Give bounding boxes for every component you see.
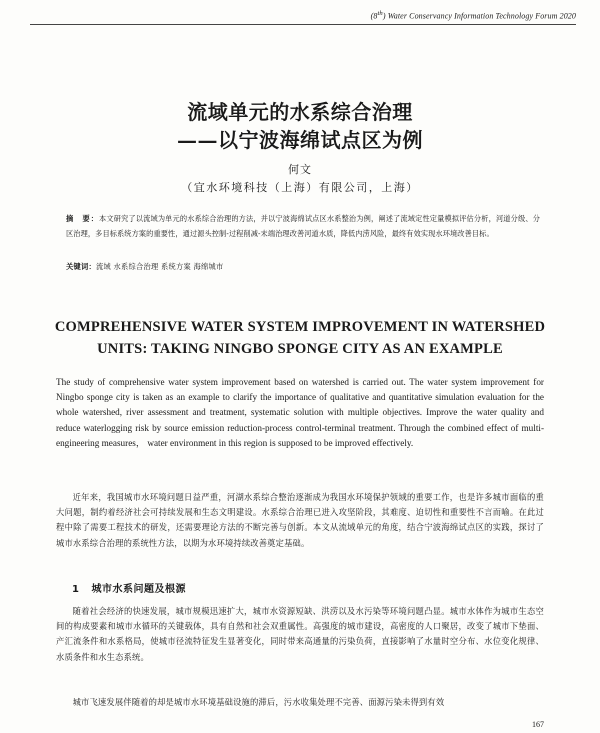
section1-paragraph1: 随着社会经济的快速发展，城市规模迅速扩大，城市水资源短缺、洪涝以及水污染等环境问题凸显。城市水体作为城市生态空间的构成要素和城市水循环的关键载体，具有自然和社会双重属性。高强度的城市建设，高密度的人口聚居，改变了城市下垫面、产汇流条件和水系格局，使城市径流特征发生显著变化，同时带来高通量的污染负荷，直接影响了水量时空分布、水位变化规律、水质条件和水生态系统。 <box>56 606 544 662</box>
chinese-title-line1: 流域单元的水系综合治理 <box>187 100 413 124</box>
english-title-line2: UNITS: TAKING NINGBO SPONGE CITY AS AN EXAMPLE <box>97 341 503 357</box>
section-title: 城市水系问题及根源 <box>91 584 186 595</box>
chinese-keywords <box>66 262 540 272</box>
chinese-abstract <box>66 212 540 241</box>
running-header-superscript: th <box>377 10 383 17</box>
section-heading <box>72 580 186 595</box>
english-title-line1: COMPREHENSIVE WATER SYSTEM IMPROVEMENT IN WATERSHED <box>54 319 546 335</box>
running-header: (8th) Water Conservancy Information Technology Forum 2020 <box>370 10 576 21</box>
introduction-paragraph: 近年来，我国城市水环境问题日益严重，河湖水系综合整治逐渐成为我国水环境保护领域的重要工作，也是许多城市面临的重大问题，制约着经济社会可持续发展和生态文明建设。水系综合治理已进入攻坚阶段，其难度、迫切性和重要性不言而喻。在此过程中除了需要工程技术的研发，还需要理论方法的不断完善与创新。本文从流域单元的角度，结合宁波海绵试点区的实践，探讨了城市水系综合治理的系统性方法，以期为水环境持续改善奠定基础。 <box>56 492 544 548</box>
keywords-label: 关键词： <box>66 262 96 271</box>
author-name: 何文 <box>288 163 312 176</box>
page-number: 167 <box>532 720 544 729</box>
english-abstract: The study of comprehensive water system improvement based on watershed is carried out. The water system improvement for Ningbo sponge city is taken as an example to clarify the importance of qualitative and quantitative simulation evaluation for the whole watershed, river assessment and treatment, systematic solution with multiple objectives. Improve the water quality and reduce waterlogging risk by source emission reduction-process control-terminal treatment. Through the combined effect of multi-engineering measures， water environment in this region is supposed to be improved effectively. <box>56 377 544 448</box>
section-number: 1 <box>72 584 80 595</box>
english-title <box>50 316 550 360</box>
keywords-text: 流域 水系综合治理 系统方案 海绵城市 <box>95 262 224 271</box>
chinese-title-line2: ——以宁波海绵试点区为例 <box>177 128 423 152</box>
author-affiliation: （宜水环境科技（上海）有限公司，上海） <box>181 181 419 194</box>
header-rule <box>30 24 576 25</box>
section1-paragraph2: 城市飞速发展伴随着的却是城市水环境基础设施的滞后，污水收集处理不完善、面源污染未得到有效 <box>72 697 445 707</box>
abstract-label: 摘 要： <box>66 214 100 223</box>
abstract-text: 本文研究了以流域为单元的水系综合治理的方法，并以宁波海绵试点区水系整治为例，阐述了流域定性定量模拟评估分析，河道分级、分区治理，多目标系统方案的重要性，通过源头控制-过程削减-末端治理改善河道水质，降低内涝风险，最终有效实现水环境改善目标。 <box>66 214 540 238</box>
